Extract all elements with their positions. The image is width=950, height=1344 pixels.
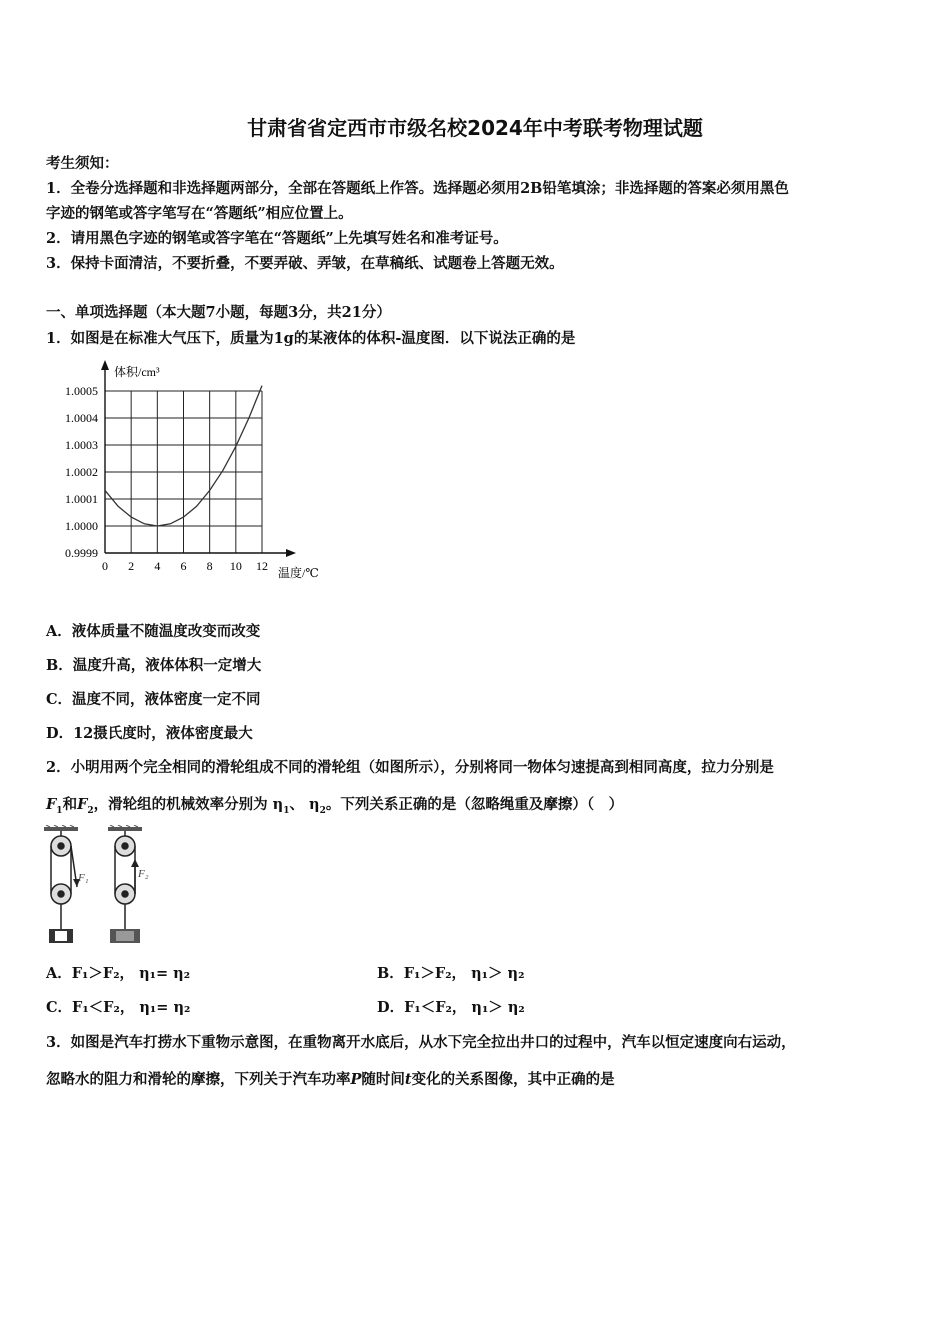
chart-grid <box>105 391 262 553</box>
x-axis-arrow <box>286 549 296 557</box>
notice-line-3: 3．保持卡面清洁，不要折叠，不要弄破、弄皱，在草稿纸、试题卷上答题无效。 <box>46 255 564 272</box>
x-axis-label: 温度/℃ <box>278 566 319 580</box>
y-tick-label: 1.0005 <box>65 384 98 398</box>
weight-right-face <box>116 931 134 941</box>
q3-stem-line2: 忽略水的阻力和滑轮的摩擦，下列关于汽车功率P随时间t变化的关系图像，其中正确的是 <box>46 1071 615 1088</box>
q3-stem-line1: 3．如图是汽车打捞水下重物示意图，在重物离开水底后，从水下完全拉出井口的过程中，汽车以恒定速度向右运动， <box>46 1034 796 1051</box>
q2-option-c[interactable]: C．F₁＜F₂， η₁= η₂ <box>46 999 191 1016</box>
y-axis-arrow <box>101 360 109 370</box>
x-tick-label: 2 <box>128 559 135 573</box>
y-tick-label: 1.0000 <box>65 519 98 533</box>
y-tick-label: 1.0004 <box>65 411 98 425</box>
q2-stem-line1: 2．小明用两个完全相同的滑轮组成不同的滑轮组（如图所示），分别将同一物体匀速提高到相同高度，拉力分别是 <box>46 759 774 776</box>
x-tick-label: 6 <box>180 559 187 573</box>
q2-option-b[interactable]: B．F₁＞F₂， η₁＞ η₂ <box>377 965 525 982</box>
x-tick-label: 0 <box>102 559 108 573</box>
pulley-system-left <box>51 831 80 929</box>
y-axis-label: 体积/cm³ <box>114 365 160 379</box>
x-tick-label: 8 <box>206 559 213 573</box>
q1-option-c[interactable]: C．温度不同，液体密度一定不同 <box>46 691 261 708</box>
q1-option-d[interactable]: D．12摄氏度时，液体密度最大 <box>46 725 253 742</box>
q2-option-a[interactable]: A．F₁＞F₂， η₁= η₂ <box>46 965 191 982</box>
chart-axes <box>101 360 296 557</box>
notice-line-1a: 1．全卷分选择题和非选择题两部分，全部在答题纸上作答。选择题必须用2B铅笔填涂；非选择题的答案必须用黑色 <box>46 180 789 197</box>
y-tick-label: 1.0001 <box>65 492 98 506</box>
q2-stem-line2: $F_1$和$F_2$，滑轮组的机械效率分别为 $\eta_1$、 $\eta_2$。下列关系正确的是（忽略绳重及摩擦）（ ） <box>46 796 624 816</box>
section-heading: 一、单项选择题（本大题7小题，每题3分，共21分） <box>46 304 391 321</box>
force-label-f1: F₁ <box>78 872 89 884</box>
weight-left-face <box>55 931 67 941</box>
y-tick-label: 1.0002 <box>65 465 98 479</box>
x-tick-label: 4 <box>154 559 161 573</box>
notice-heading: 考生须知： <box>46 155 119 172</box>
ceiling-left <box>44 825 78 831</box>
force-label-f2: F₂ <box>138 868 149 880</box>
pulley-system-right <box>115 831 139 929</box>
y-tick-label: 1.0003 <box>65 438 98 452</box>
x-tick-label: 10 <box>229 559 242 573</box>
y-tick-label: 0.9999 <box>65 546 98 560</box>
q2-option-d[interactable]: D．F₁＜F₂， η₁＞ η₂ <box>377 999 525 1016</box>
volume-temperature-chart <box>40 358 340 588</box>
x-tick-label: 12 <box>256 559 268 573</box>
notice-line-1b: 字迹的钢笔或答字笔写在“答题纸”相应位置上。 <box>46 205 353 222</box>
q1-option-a[interactable]: A．液体质量不随温度改变而改变 <box>46 623 261 640</box>
notice-line-2: 2．请用黑色字迹的钢笔或答字笔在“答题纸”上先填写姓名和准考证号。 <box>46 230 508 247</box>
q1-stem: 1．如图是在标准大气压下，质量为1g的某液体的体积-温度图．以下说法正确的是 <box>46 330 576 347</box>
pulley-systems-figure <box>40 825 170 947</box>
page-title: 甘肃省省定西市市级名校2024年中考联考物理试题 <box>247 116 703 140</box>
q1-option-b[interactable]: B．温度升高，液体体积一定增大 <box>46 657 262 674</box>
ceiling-right <box>108 825 142 831</box>
